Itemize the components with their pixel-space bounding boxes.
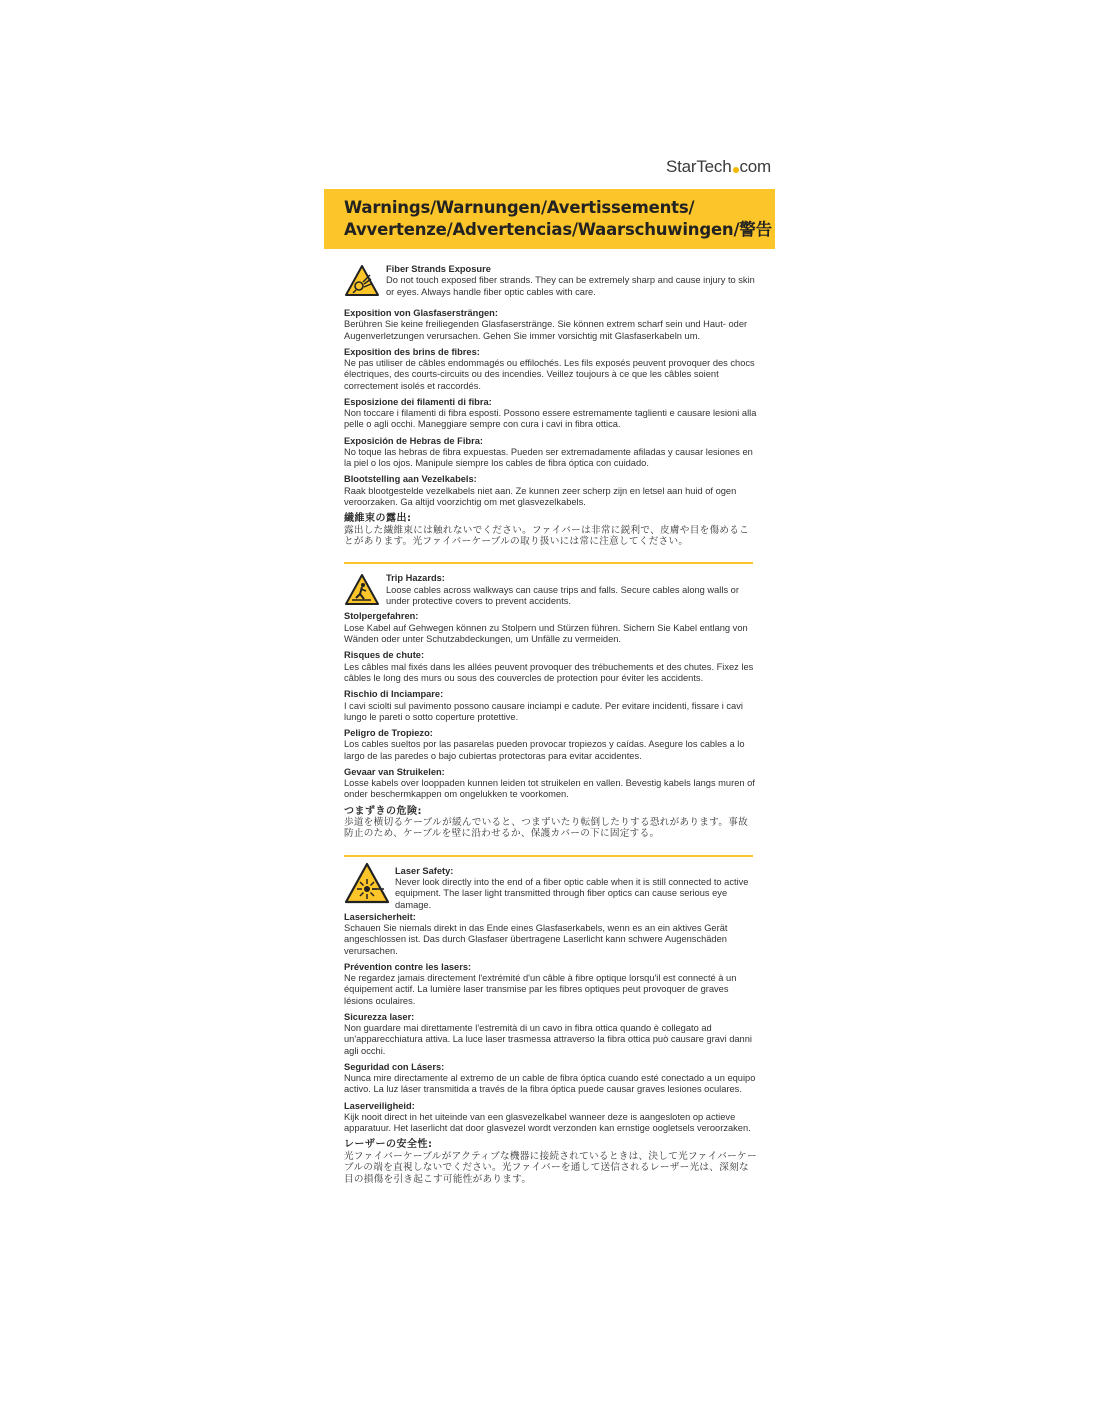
entry-title: Blootstelling aan Vezelkabels: (344, 474, 477, 485)
entry-title: レーザーの安全性: (344, 1139, 433, 1151)
entry-title: Esposizione dei filamenti di fibra: (344, 396, 492, 407)
entry-title: Gevaar van Struikelen: (344, 766, 445, 777)
entry-body: Berühren Sie keine freiliegenden Glasfaserstränge. Sie können extrem scharf sein und Haut- oder Augenverletzungen verursachen. Gehen Sie immer vorsichtig mit Glasfaserkabeln um. (344, 319, 748, 341)
entry-body: Ne pas utiliser de câbles endommagés ou effilochés. Les fils exposés peuvent provoquer des chocs électriques, des courts-circuits ou des incendies. Veillez toujours à ce que les câbles soient correctement isolés et raccordés. (344, 358, 755, 391)
entry-body: Schauen Sie niemals direkt in das Ende eines Glasfaserkabels, wenn es an ein aktives Gerät angeschlossen ist. Das durch Glasfaser übertragene Laserlicht kann schwere Augenschäden verursachen. (344, 923, 728, 956)
entry-de (344, 308, 757, 342)
section-laser-safety (344, 866, 757, 1185)
lead-body: Do not touch exposed fiber strands. They can be extremely sharp and cause injury to skin or eyes. Always handle fiber optic cables with care. (386, 275, 755, 297)
lead-entry (344, 264, 757, 300)
entry-body: 光ファイバーケーブルがアクティブな機器に接続されているときは、決して光ファイバーケーブルの端を直視しないでください。光ファイバーを通して送信されるレーザー光は、深刻な目の損傷を引き起こす可能性があります。 (344, 1150, 757, 1185)
laser-hazard-icon (344, 862, 390, 904)
entry-fr (344, 962, 757, 1007)
section-divider (344, 562, 753, 564)
entry-it (344, 689, 757, 723)
section-divider (344, 855, 753, 857)
entry-title: Prévention contre les lasers: (344, 961, 472, 972)
entry-body: Ne regardez jamais directement l'extrémité d'un câble à fibre optique lorsqu'il est connecté à un équipement actif. La lumière laser transmise par les fibres optiques peut provoquer de graves lésions oculaires. (344, 973, 737, 1006)
entry-it (344, 1012, 757, 1057)
entry-title: Exposición de Hebras de Fibra: (344, 435, 483, 446)
entry-title: Lasersicherheit: (344, 911, 416, 922)
entry-title: Rischio di Inciampare: (344, 689, 444, 700)
logo-suffix: com (739, 157, 772, 176)
entry-es (344, 1062, 757, 1096)
logo-name: StarTech (666, 157, 732, 176)
entry-title: 繊維束の露出: (344, 513, 412, 525)
entry-title: Stolpergefahren: (344, 611, 419, 622)
entry-it (344, 397, 757, 431)
entry-body: Raak blootgestelde vezelkabels niet aan. Ze kunnen zeer scherp zijn en letsel aan huid of ogen veroorzaken. Ga altijd voorzichtig om met glasvezelkabels. (344, 485, 737, 508)
entry-de (344, 912, 757, 957)
lead-title: Trip Hazards: (386, 573, 445, 584)
entry-fr (344, 347, 757, 392)
entry-body: Nunca mire directamente al extremo de un cable de fibra óptica cuando esté conectado a un equipo activo. La luz láser transmitida a través de la fibra óptica puede causar graves lesiones oculares. (344, 1073, 756, 1095)
entry-body: Lose Kabel auf Gehwegen können zu Stolpern und Stürzen führen. Sichern Sie Kabel entlang von Wänden oder unter Schutzabdeckungen, um Unfälle zu vermeiden. (344, 622, 748, 645)
entry-ja (344, 806, 757, 840)
entry-body: No toque las hebras de fibra expuestas. Pueden ser extremadamente afiladas y causar lesiones en la piel o los ojos. Manipule siempre los cables de fibra óptica con cuidado. (344, 447, 753, 469)
entry-ja (344, 513, 757, 547)
warnings-banner (324, 189, 775, 249)
entry-body: Kijk nooit direct in het uiteinde van een glasvezelkabel wanneer deze is aangesloten op actieve apparatuur. Het laserlicht dat door glasvezel wordt verzonden kan ernstige oogletsels veroorzaken. (344, 1112, 751, 1134)
entry-nl (344, 1101, 757, 1135)
entry-es (344, 436, 757, 470)
entry-title: Risques de chute: (344, 650, 425, 661)
entry-title: Laserveiligheid: (344, 1100, 415, 1111)
entry-body: 歩道を横切るケーブルが緩んでいると、つまずいたり転倒したりする恐れがあります。事故防止のため、ケーブルを壁に沿わせるか、保護カバーの下に固定する。 (344, 816, 749, 840)
entry-body: Non toccare i filamenti di fibra esposti. Possono essere estremamente taglienti e causare lesioni alla pelle o agli occhi. Maneggiare sempre con cura i cavi in fibra ottica. (344, 408, 757, 430)
section-trip-hazards (344, 573, 757, 839)
entry-body: I cavi sciolti sul pavimento possono causare inciampi e cadute. Per evitare incidenti, fissare i cavi lungo le pareti o sotto coperture protettive. (344, 700, 743, 722)
fiber-hazard-icon (344, 264, 380, 297)
entry-title: Exposition von Glasfasersträngen: (344, 308, 498, 318)
lead-title: Fiber Strands Exposure (386, 264, 491, 274)
entry-de (344, 611, 757, 645)
startech-logo (666, 157, 771, 177)
entry-title: Peligro de Tropiezo: (344, 727, 433, 738)
lead-body: Never look directly into the end of a fiber optic cable when it is still connected to active equipment. The laser light transmitted through fiber optics can cause serious eye damage. (395, 877, 749, 910)
lead-entry (344, 866, 757, 911)
entry-es (344, 728, 757, 762)
banner-line-1: Warnings/Warnungen/Avertissements/ (344, 198, 695, 217)
entry-title: Exposition des brins de fibres: (344, 346, 480, 357)
entry-body: Non guardare mai direttamente l'estremità di un cavo in fibra ottica quando è collegato ad un'apparecchiatura attiva. La luce laser trasmessa attraverso la fibra ottica può causare gravi danni agli occhi. (344, 1023, 752, 1056)
entry-title: つまずきの危険: (344, 805, 422, 817)
entry-body: Losse kabels over looppaden kunnen leiden tot struikelen en vallen. Bevestig kabels langs muren of onder beschermkappen om ongelukken te voorkomen. (344, 778, 755, 800)
entry-title: Sicurezza laser: (344, 1011, 415, 1022)
section-fiber-strands (344, 264, 757, 547)
lead-title: Laser Safety: (395, 865, 454, 876)
entry-body: 露出した繊維束には触れないでください。ファイバーは非常に鋭利で、皮膚や目を傷めることがあります。光ファイバーケーブルの取り扱いには常に注意してください。 (344, 524, 750, 548)
logo-dot (733, 167, 739, 173)
lead-body: Loose cables across walkways can cause trips and falls. Secure cables along walls or under protective covers to prevent accidents. (386, 584, 739, 607)
entry-nl (344, 474, 757, 508)
warnings-content (344, 264, 757, 1190)
entry-ja (344, 1139, 757, 1185)
entry-fr (344, 650, 757, 684)
entry-body: Los cables sueltos por las pasarelas pueden provocar tropiezos y caídas. Asegure los cables a lo largo de las paredes o bajo cubiertas protectoras para evitar accidentes. (344, 739, 745, 761)
trip-hazard-icon (344, 573, 380, 606)
entry-title: Seguridad con Lásers: (344, 1061, 445, 1072)
lead-entry (344, 573, 757, 609)
banner-line-2: Avvertenze/Advertencias/Waarschuwingen/警告 (344, 220, 772, 239)
entry-nl (344, 767, 757, 801)
entry-body: Les câbles mal fixés dans les allées peuvent provoquer des trébuchements et des chutes. Fixez les câbles le long des murs ou sous des couvercles de protection pour éviter les accidents. (344, 661, 754, 683)
